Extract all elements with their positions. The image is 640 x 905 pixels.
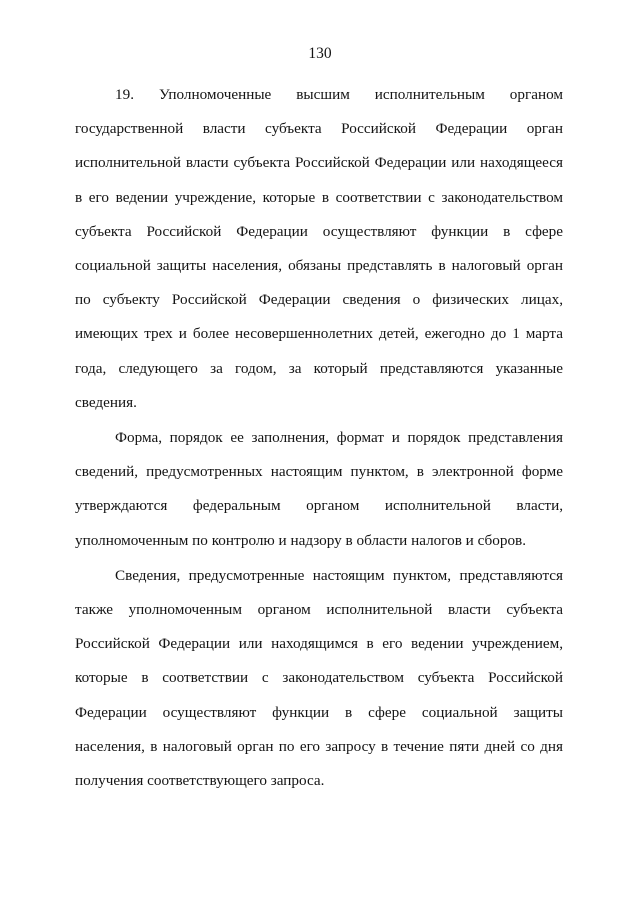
document-body [75, 78, 563, 798]
paragraph-form-procedure: Форма, порядок ее заполнения, формат и порядок представления сведений, предусмотренных настоящим пунктом, в электронной форме утверждаются федеральным органом исполнительной власти, уполномоченным по контролю и надзору в области налогов и сборов. [75, 429, 563, 549]
page-number: 130 [308, 45, 332, 62]
paragraph-item-19: 19. Уполномоченные высшим исполнительным органом государственной власти субъекта Российской Федерации орган исполнительной власти субъекта Российской Федерации или находящееся в его ведении учреждение, которые в соответствии с законодательством субъекта Российской Федерации осуществляют функции в сфере социальной защиты населения, обязаны представлять в налоговый орган по субъекту Российской Федерации сведения о физических лицах, имеющих трех и более несовершеннолетних детей, ежегодно до 1 марта года, следующего за годом, за который представляются указанные сведения. [75, 86, 563, 411]
paragraph-information-request: Сведения, предусмотренные настоящим пунктом, представляются также уполномоченным органом исполнительной власти субъекта Российской Федерации или находящимся в его ведении учреждением, которые в соответствии с законодательством субъекта Российской Федерации осуществляют функции в сфере социальной защиты населения, в налоговый орган по его запросу в течение пяти дней со дня получения соответствующего запроса. [75, 566, 563, 790]
